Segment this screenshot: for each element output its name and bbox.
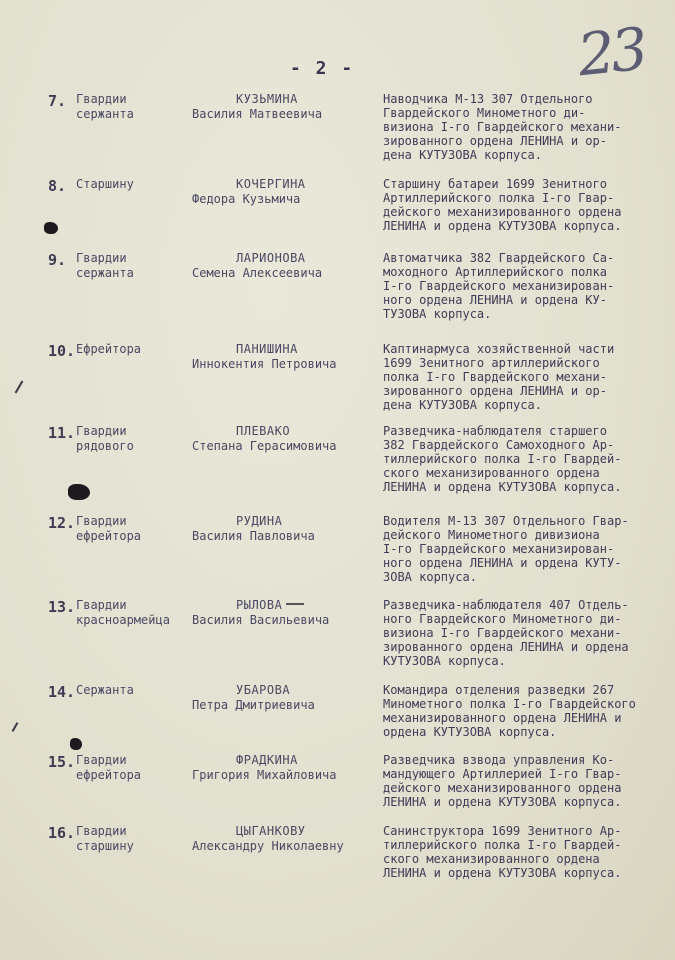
entry-given-name: Петра Дмитриевича — [192, 698, 315, 712]
entry-surname: ФРАДКИНА — [236, 753, 298, 767]
entry-given-name: Василия Васильевича — [192, 613, 330, 627]
punch-hole-mark — [70, 738, 82, 750]
entry-rank: Гвардии сержанта — [76, 251, 134, 280]
entry-rank: Старшину — [76, 177, 134, 191]
entry-surname: ЦЫГАНКОВУ — [236, 824, 306, 838]
entry-number: 16. — [48, 824, 76, 842]
entry-description: Наводчика М-13 307 Отдельного Гвардейского Минометного ди- визиона I-го Гвардейского механи- зированного ордена ЛЕНИНА и ор- дена КУТУЗОВА корпуса. — [383, 92, 622, 162]
entry-number: 9. — [48, 251, 67, 269]
entry-number: 12. — [48, 514, 76, 532]
entry-rank: Гвардии сержанта — [76, 92, 134, 121]
entry-description: Разведчика взвода управления Ко- мандующего Артиллерией I-го Гвар- дейского механизированного ордена ЛЕНИНА и ордена КУТУЗОВА корпуса. — [383, 753, 622, 809]
entry-surname: ПАНИШИНА — [236, 342, 298, 356]
entry-number: 15. — [48, 753, 76, 771]
entry-number: 14. — [48, 683, 76, 701]
entry-rank: Сержанта — [76, 683, 134, 697]
entry-number: 11. — [48, 424, 76, 442]
entry-rank: Гвардии ефрейтора — [76, 753, 142, 782]
entry-description: Санинструктора 1699 Зенитного Ар- тиллерийского полка I-го Гвардей- ского механизированного ордена ЛЕНИНА и ордена КУТУЗОВА корпуса. — [383, 824, 622, 880]
punch-hole-mark — [68, 484, 90, 500]
entry-rank: Гвардии старшину — [76, 824, 134, 853]
entry-description: Старшину батареи 1699 Зенитного Артиллерийского полка I-го Гвар- дейского механизированного ордена ЛЕНИНА и ордена КУТУЗОВА корпуса. — [383, 177, 622, 233]
entry-given-name: Василия Матвеевича — [192, 107, 323, 121]
entry-surname: ПЛЕВАКО — [236, 424, 291, 438]
entry-surname: РУДИНА — [236, 514, 283, 528]
margin-mark — [12, 722, 19, 732]
entry-number: 7. — [48, 92, 67, 110]
entry-rank: Ефрейтора — [76, 342, 142, 356]
entry-number: 13. — [48, 598, 76, 616]
entry-rank: Гвардии ефрейтора — [76, 514, 142, 543]
entry-description: Командира отделения разведки 267 Минометного полка I-го Гвардейского механизированного ордена ЛЕНИНА и ордена КУТУЗОВА корпуса. — [383, 683, 636, 739]
entry-description: Автоматчика 382 Гвардейского Са- моходного Артиллерийского полка I-го Гвардейского механизирован- ного ордена ЛЕНИНА и ордена КУ- ТУЗОВА корпуса. — [383, 251, 615, 321]
entry-description: Каптинармуса хозяйственной части 1699 Зенитного артиллерийского полка I-го Гвардейского механи- зированного ордена ЛЕНИНА и ор- дена КУТУЗОВА корпуса. — [383, 342, 615, 412]
margin-mark — [15, 380, 24, 393]
entry-given-name: Семена Алексеевича — [192, 266, 323, 280]
entry-surname: ЛАРИОНОВА — [236, 251, 306, 265]
entry-given-name: Василия Павловича — [192, 529, 315, 543]
entry-surname: УБАРОВА — [236, 683, 291, 697]
entry-description: Разведчика-наблюдателя старшего 382 Гвардейского Самоходного Ар- тиллерийского полка I-го Гвардей- ского механизированного ордена ЛЕНИНА и ордена КУТУЗОВА корпуса. — [383, 424, 622, 494]
entry-given-name: Федора Кузьмича — [192, 192, 301, 206]
entry-surname: РЫЛОВА — [236, 598, 283, 612]
entry-number: 10. — [48, 342, 76, 360]
entry-description: Водителя М-13 307 Отдельного Гвар- дейского Минометного дивизиона I-го Гвардейского механизирован- ного ордена ЛЕНИНА и ордена КУТУ- ЗОВА корпуса. — [383, 514, 629, 584]
entry-given-name: Григория Михайловича — [192, 768, 337, 782]
entry-given-name: Иннокентия Петровича — [192, 357, 337, 371]
entry-number: 8. — [48, 177, 67, 195]
entry-given-name: Александру Николаевну — [192, 839, 344, 853]
punch-hole-mark — [44, 222, 58, 234]
page-number: - 2 - — [290, 58, 355, 79]
ink-dash — [286, 603, 304, 605]
entry-given-name: Степана Герасимовича — [192, 439, 337, 453]
entry-rank: Гвардии рядового — [76, 424, 134, 453]
sheet-number: 23 — [574, 14, 648, 90]
entry-surname: КОЧЕРГИНА — [236, 177, 306, 191]
entry-rank: Гвардии красноармейца — [76, 598, 170, 627]
entry-surname: КУЗЬМИНА — [236, 92, 298, 106]
entry-description: Разведчика-наблюдателя 407 Отдель- ного Гвардейского Минометного ди- визиона I-го Гвардейского механи- зированного ордена ЛЕНИНА и ордена КУТУЗОВА корпуса. — [383, 598, 629, 668]
